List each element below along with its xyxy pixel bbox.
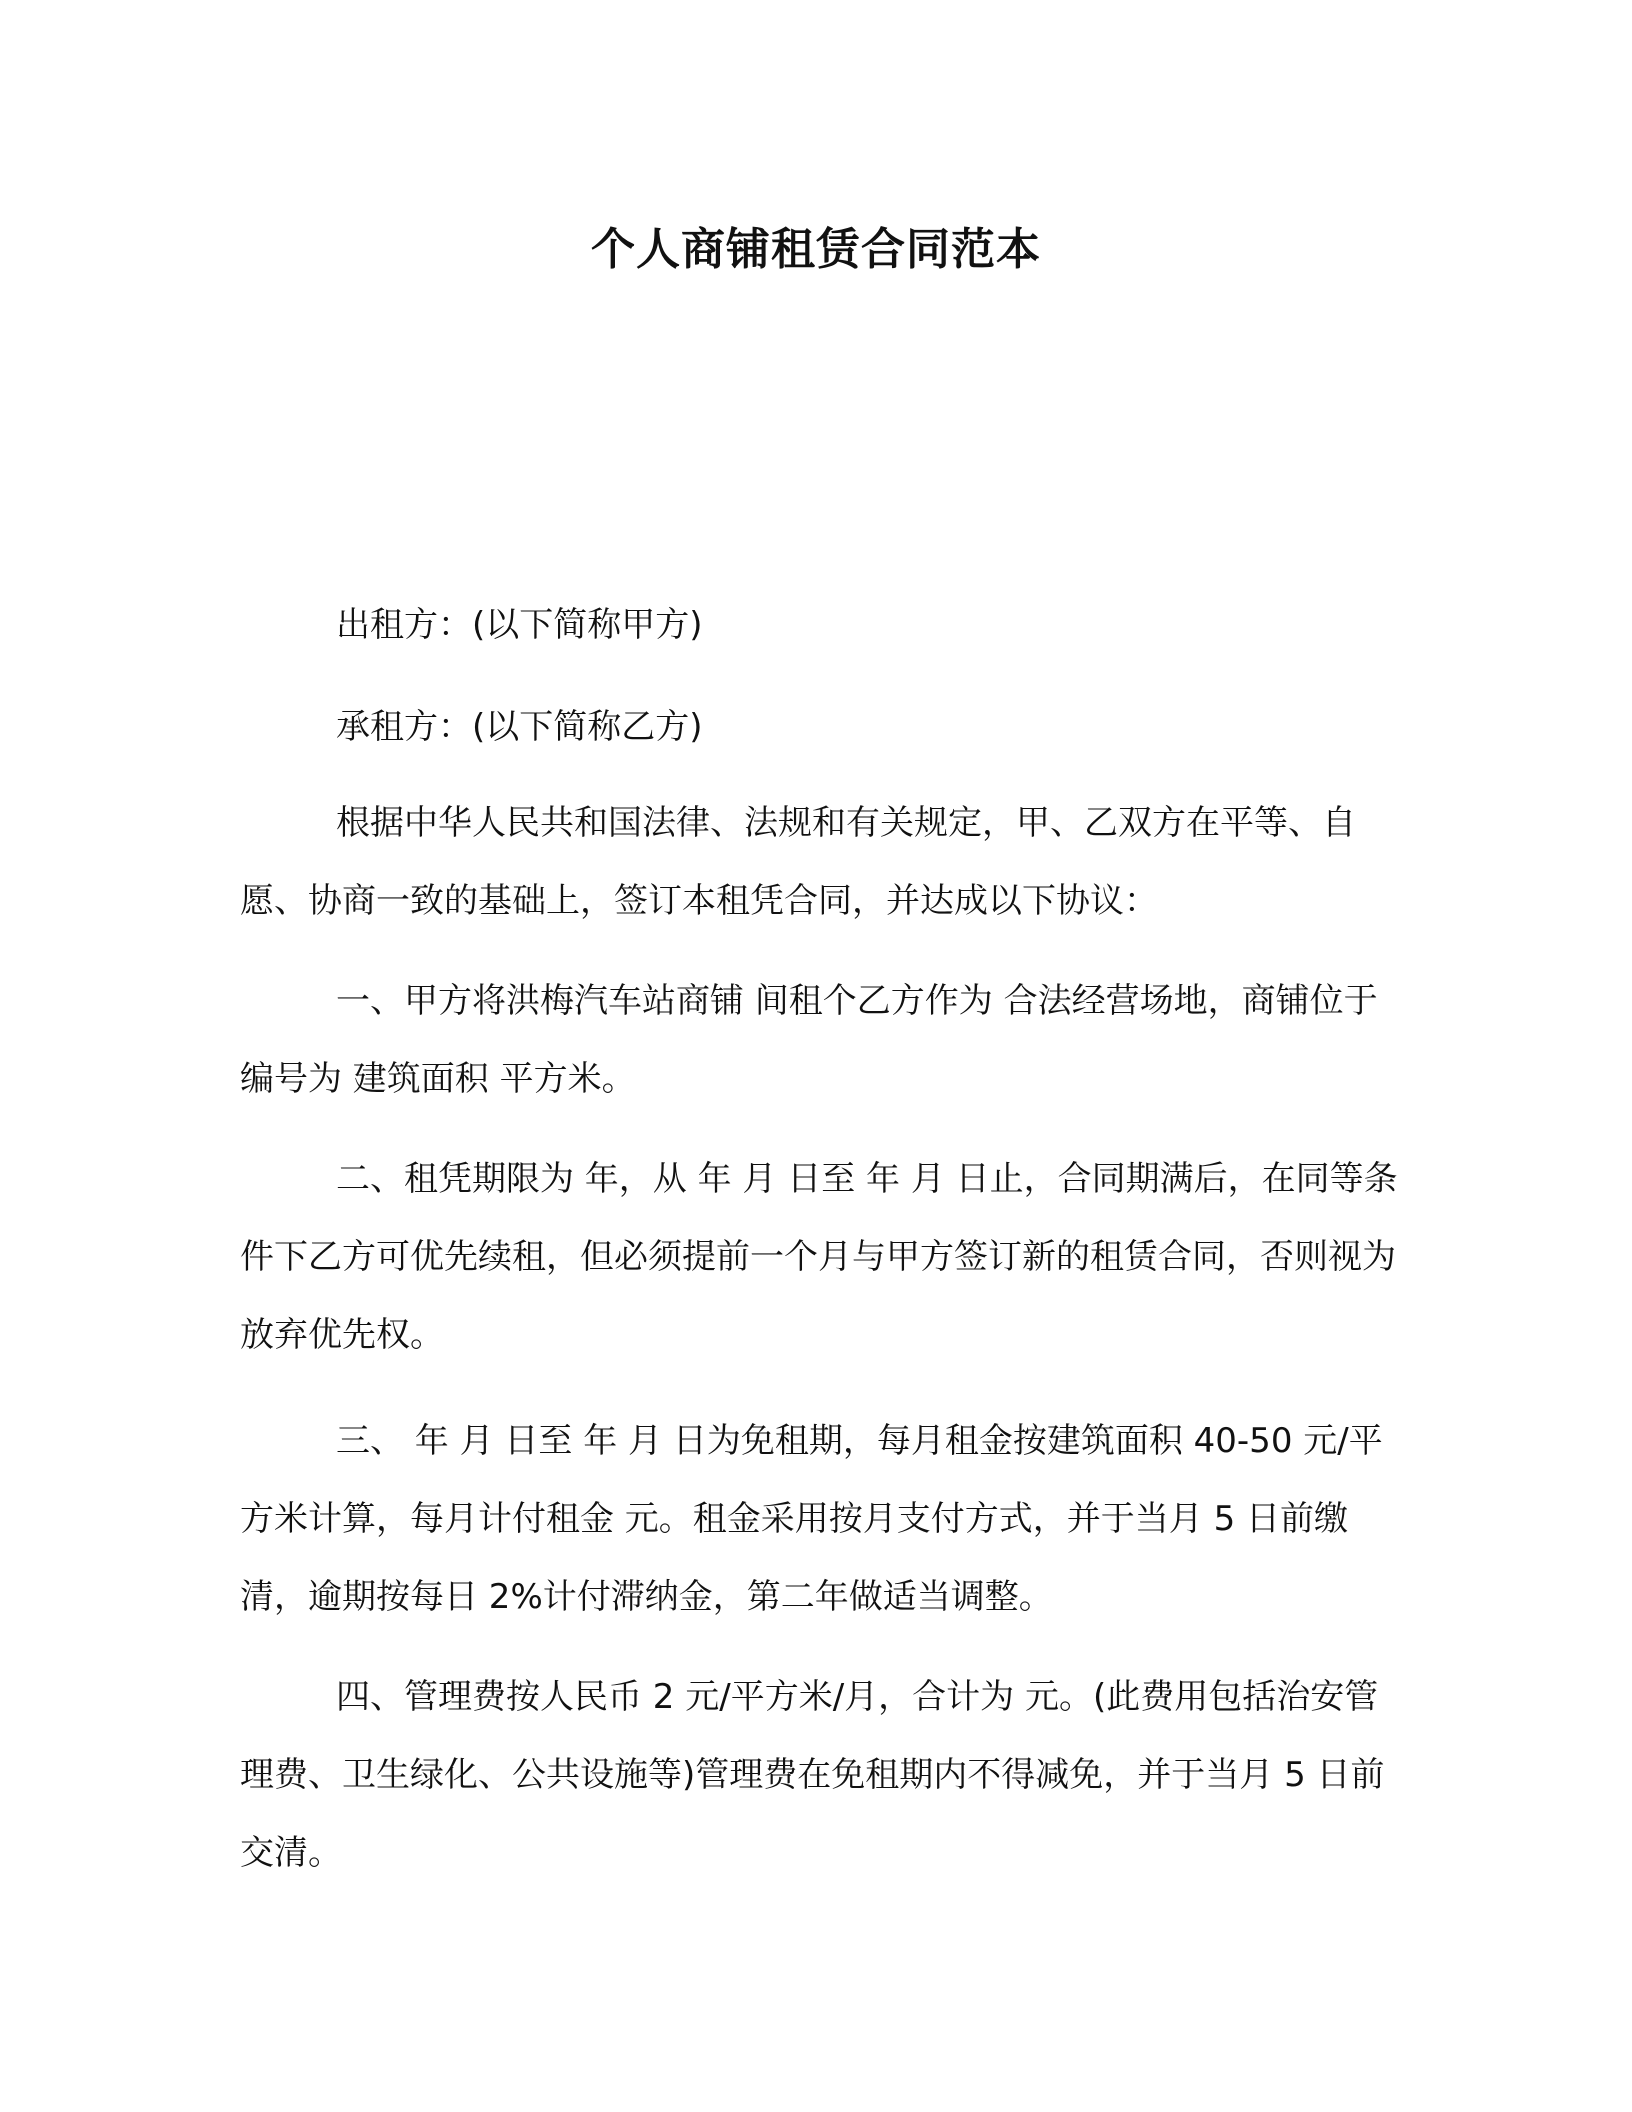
clause-1-paragraph: 一、甲方将洪梅汽车站商铺 间租个乙方作为 合法经营场地，商铺位于 编号为 建筑面积 平方米。 <box>240 981 1378 1099</box>
lessee-line: 承租方：(以下简称乙方) <box>336 707 703 747</box>
lessor-line: 出租方：(以下简称甲方) <box>336 605 703 645</box>
document-title: 个人商铺租赁合同范本 <box>591 224 1041 275</box>
clause-2-paragraph: 二、租凭期限为 年，从 年 月 日至 年 月 日止，合同期满后，在同等条件下乙方可优先续租，但必须提前一个月与甲方签订新的租赁合同，否则视为放弃优先权。 <box>240 1159 1398 1355</box>
preamble-paragraph: 根据中华人民共和国法律、法规和有关规定，甲、乙双方在平等、自愿、协商一致的基础上，签订本租凭合同，并达成以下协议： <box>240 803 1356 921</box>
clause-3-paragraph: 三、 年 月 日至 年 月 日为免租期，每月租金按建筑面积 40-50 元/平方米计算，每月计付租金 元。租金采用按月支付方式，并于当月 5 日前缴清，逾期按每日 2%计付滞纳金，第二年做适当调整。 <box>240 1421 1383 1617</box>
clause-4-paragraph: 四、管理费按人民币 2 元/平方米/月，合计为 元。(此费用包括治安管理费、卫生绿化、公共设施等)管理费在免租期内不得减免，并于当月 5 日前交清。 <box>240 1677 1385 1873</box>
